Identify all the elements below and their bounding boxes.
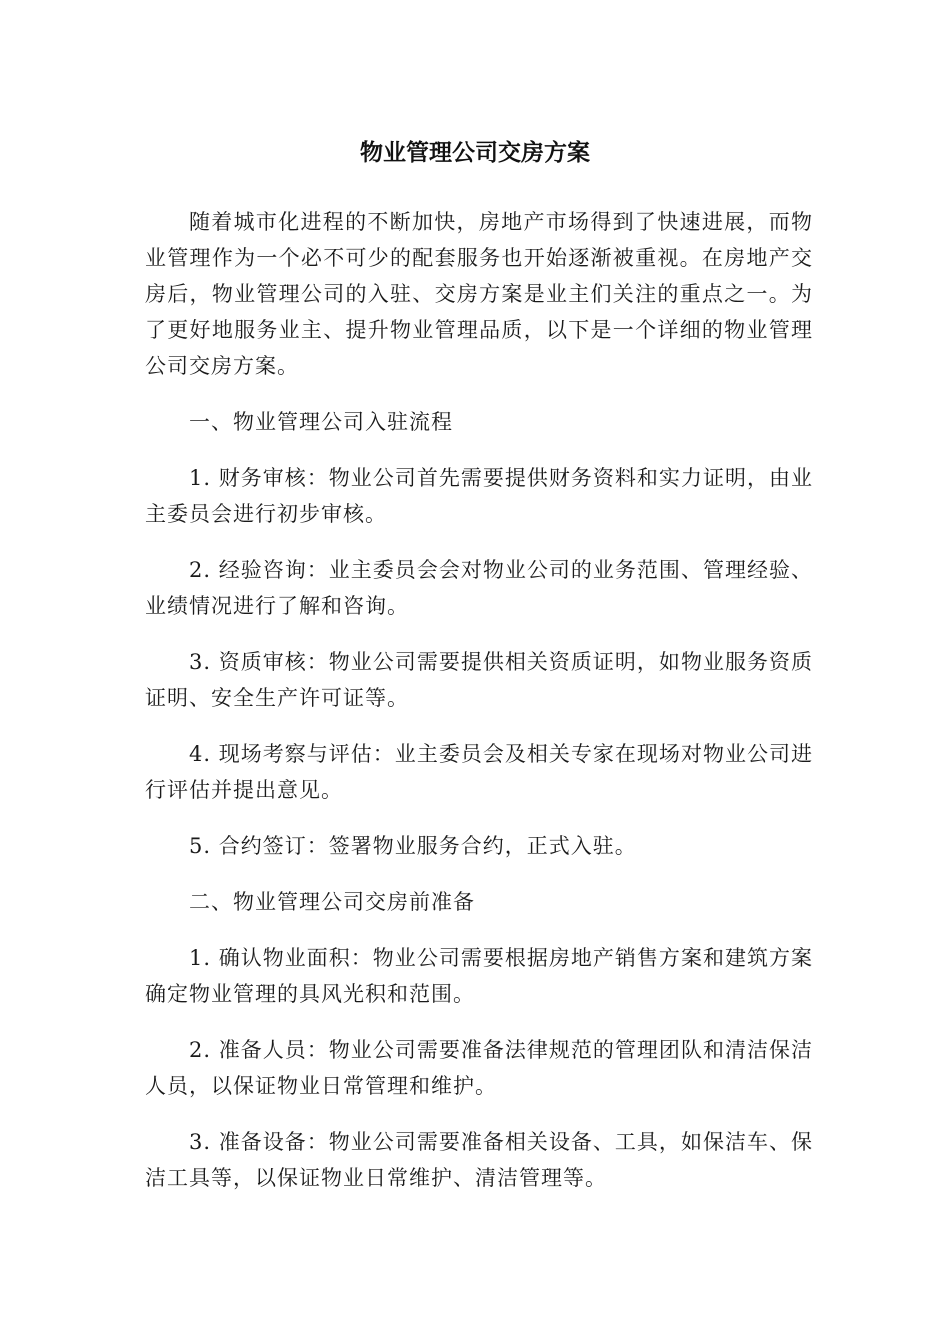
list-item: 1. 确认物业面积：物业公司需要根据房地产销售方案和建筑方案确定物业管理的具风光积和范围。 (145, 946, 813, 1006)
list-item: 5. 合约签订：签署物业服务合约，正式入驻。 (189, 834, 637, 858)
intro-paragraph: 随着城市化进程的不断加快，房地产市场得到了快速进展，而物业管理作为一个必不可少的配套服务也开始逐渐被重视。在房地产交房后，物业管理公司的入驻、交房方案是业主们关注的重点之一。为了更好地服务业主、提升物业管理品质，以下是一个详细的物业管理公司交房方案。 (145, 210, 813, 378)
document-title: 物业管理公司交房方案 (360, 140, 590, 166)
list-item: 2. 准备人员：物业公司需要准备法律规范的管理团队和清洁保洁人员，以保证物业日常管理和维护。 (145, 1038, 813, 1098)
list-item: 4. 现场考察与评估：业主委员会及相关专家在现场对物业公司进行评估并提出意见。 (145, 742, 813, 802)
list-item: 2. 经验咨询：业主委员会会对物业公司的业务范围、管理经验、业绩情况进行了解和咨询。 (145, 558, 813, 618)
list-item: 1. 财务审核：物业公司首先需要提供财务资料和实力证明，由业主委员会进行初步审核。 (145, 466, 813, 526)
section-heading-2: 二、物业管理公司交房前准备 (189, 890, 475, 914)
document-body (145, 204, 813, 1216)
section-heading-1: 一、物业管理公司入驻流程 (189, 410, 453, 434)
list-item: 3. 资质审核：物业公司需要提供相关资质证明，如物业服务资质证明、安全生产许可证等。 (145, 650, 813, 710)
list-item: 3. 准备设备：物业公司需要准备相关设备、工具，如保洁车、保洁工具等，以保证物业日常维护、清洁管理等。 (145, 1130, 813, 1190)
